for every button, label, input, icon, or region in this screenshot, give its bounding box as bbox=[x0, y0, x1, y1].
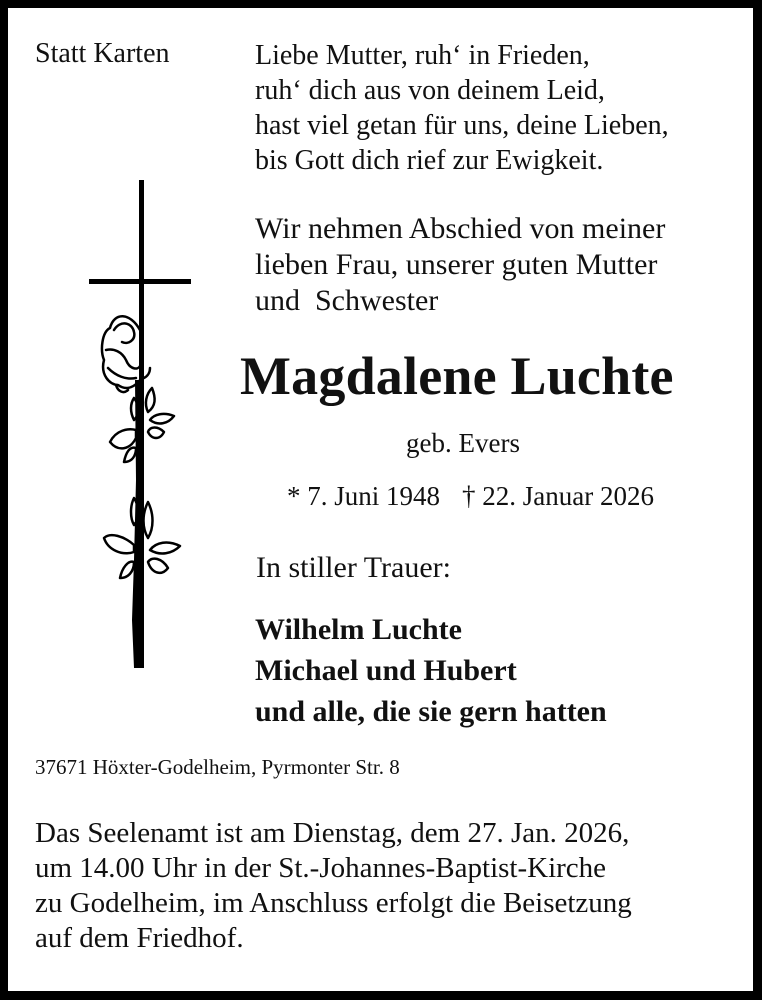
deceased-name: Magdalene Luchte bbox=[240, 346, 674, 406]
mourning-heading: In stiller Trauer: bbox=[256, 551, 451, 584]
service-line: Das Seelenamt ist am Dienstag, dem 27. Jan. 2026, bbox=[35, 817, 630, 849]
mourner: Michael und Hubert bbox=[255, 654, 517, 687]
life-dates bbox=[287, 481, 654, 512]
statt-karten-label: Statt Karten bbox=[35, 38, 170, 69]
poem bbox=[255, 38, 669, 178]
mourner: und alle, die sie gern hatten bbox=[255, 695, 607, 728]
poem-line: hast viel getan für uns, deine Lieben, bbox=[255, 110, 669, 141]
mourners-list bbox=[255, 609, 607, 732]
farewell-intro bbox=[255, 211, 665, 319]
service-line: um 14.00 Uhr in der St.-Johannes-Baptist-Kirche bbox=[35, 852, 607, 884]
cross-with-rose-icon bbox=[88, 180, 198, 670]
obituary-card bbox=[8, 8, 753, 991]
address: 37671 Höxter-Godelheim, Pyrmonter Str. 8 bbox=[35, 755, 400, 779]
death-date: † 22. Januar 2026 bbox=[462, 481, 654, 511]
maiden-name: geb. Evers bbox=[406, 428, 520, 458]
mourner: Wilhelm Luchte bbox=[255, 613, 462, 646]
service-line: auf dem Friedhof. bbox=[35, 922, 244, 954]
intro-line: Wir nehmen Abschied von meiner bbox=[255, 212, 666, 245]
intro-line: und Schwester bbox=[255, 284, 439, 317]
poem-line: ruh‘ dich aus von deinem Leid, bbox=[255, 75, 605, 106]
service-info bbox=[35, 816, 632, 956]
intro-line: lieben Frau, unserer guten Mutter bbox=[255, 248, 658, 281]
birth-date: * 7. Juni 1948 bbox=[287, 481, 441, 511]
service-line: zu Godelheim, im Anschluss erfolgt die Beisetzung bbox=[35, 887, 632, 919]
poem-line: Liebe Mutter, ruh‘ in Frieden, bbox=[255, 40, 590, 71]
poem-line: bis Gott dich rief zur Ewigkeit. bbox=[255, 145, 604, 176]
